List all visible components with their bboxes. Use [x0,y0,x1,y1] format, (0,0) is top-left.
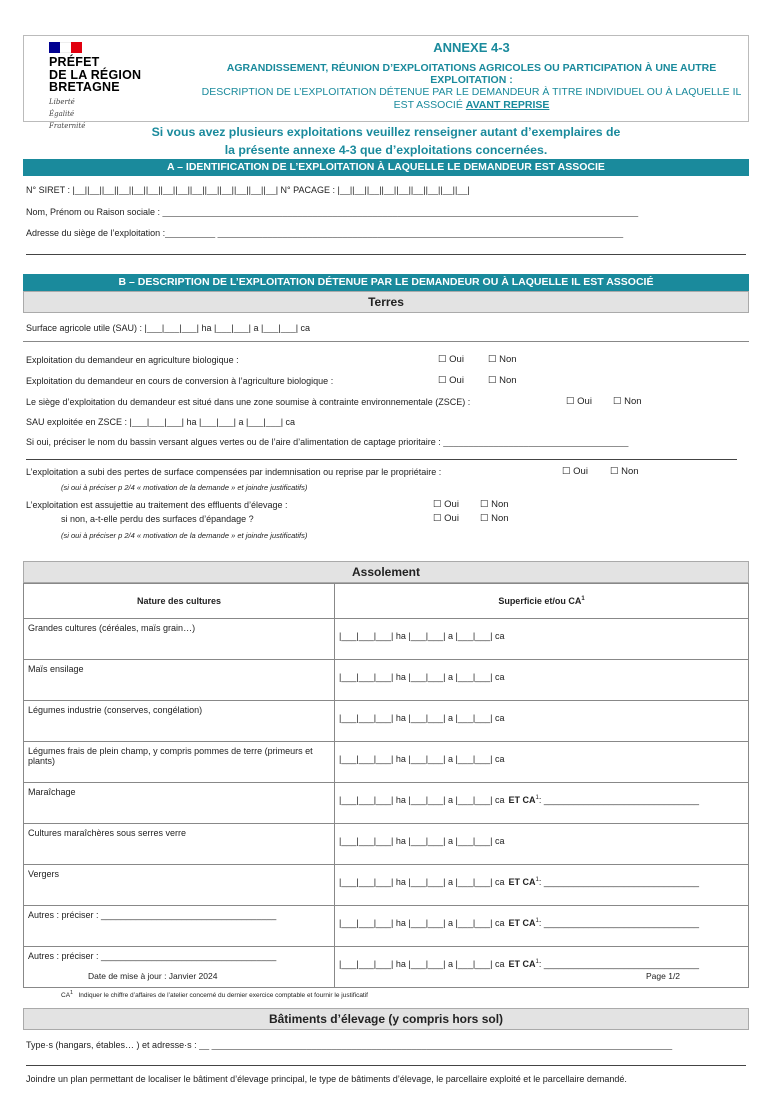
note-pertes: (si oui à préciser p 2/4 « motivation de la demande » et joindre justificatifs) [61,483,308,492]
ca-field[interactable]: : _______________________________ [538,959,700,969]
col-superficie: Superficie et/ou $CA^1$ [335,584,749,619]
assolement-table [23,583,749,988]
culture-label: Autres : préciser : ___________________________________ [24,947,335,988]
header [23,35,749,130]
motto-2: Égalité [49,109,75,118]
bio-oui-checkbox[interactable]: ☐ Oui [438,354,464,365]
assolement-row [24,701,749,742]
batiments-plan-text: Joindre un plan permettant de localiser le bâtiment d’élevage principal, le type de bâtiments d’élevage, le parcellaire exploité et le parcellaire demandé. [26,1074,627,1085]
ca-footnote: $CA^1$ Indiquer le chiffre d’affaires de l’atelier concerné du dernier exercice comptable et fournir le justificatif [61,990,368,1000]
epandage-label: si non, a-t-elle perdu des surfaces d’épandage ? [61,514,254,524]
superficie-field[interactable]: |___|___|___| ha |___|___| a |___|___| ca ET $CA^1$: _______________________________ [335,906,749,947]
logo-line-1: PRÉFET [49,55,100,69]
batiments-body [23,1030,749,1102]
batiments-line-2[interactable] [26,1065,746,1066]
annex-description: DESCRIPTION DE L’EXPLOITATION DÉTENUE PAR LE DEMANDEUR À TITRE INDIVIDUEL OU À LAQUELLE IL EST ASSOCIÉ AVANT REPRISE [201,86,742,111]
superficie-field[interactable]: |___|___|___| ha |___|___| a |___|___| ca [335,824,749,865]
terres-body [23,313,749,553]
zsce-label: Le siège d’exploitation du demandeur est situé dans une zone soumise à contrainte environnementale (ZSCE) : [26,397,471,407]
footer-date: Date de mise à jour : Janvier 2024 [88,971,218,981]
col-nature: Nature des cultures [24,584,335,619]
conversion-label: Exploitation du demandeur en cours de conversion à l’agriculture biologique : [26,376,334,386]
annex-subtitle: AGRANDISSEMENT, RÉUNION D’EXPLOITATIONS AGRICOLES OU PARTICIPATION À UNE AUTRE EXPLOITATION : [226,62,717,86]
zsce-oui-checkbox[interactable]: ☐ Oui [566,396,592,407]
assolement-row [24,947,749,988]
effluents-label: L’exploitation est assujettie au traitement des effluents d’élevage : [26,500,288,510]
annex-title: ANNEXE 4-3 [433,40,510,55]
bio-label: Exploitation du demandeur en agriculture biologique : [26,355,239,365]
footer-page: Page 1/2 [646,971,681,981]
culture-label: Grandes cultures (céréales, maïs grain…) [24,619,335,660]
pertes-label: L’exploitation a subi des pertes de surface compensées par indemnisation ou reprise par le propriétaire : [26,467,442,477]
siret-field[interactable]: N° SIRET : |__||__||__||__||__||__||__||__||__||__||__||__||__||__| N° PACAGE : |__||__||__||__||__||__||__||__||__| [26,185,470,195]
conversion-oui-checkbox[interactable]: ☐ Oui [438,375,464,386]
assolement-row [24,619,749,660]
ca-field[interactable]: : _______________________________ [538,918,700,928]
superficie-field[interactable]: |___|___|___| ha |___|___| a |___|___| ca [335,660,749,701]
assolement-row [24,660,749,701]
motto-1: Liberté [49,97,75,106]
et-ca-label: ET CA [508,918,536,928]
avant-reprise-emphasis: AVANT REPRISE [465,98,550,111]
zsce-non-checkbox[interactable]: ☐ Non [613,396,642,407]
culture-label: Autres : préciser : ___________________________________ [24,906,335,947]
culture-label: Cultures maraîchères sous serres verre [24,824,335,865]
culture-label: Légumes industrie (conserves, congélation) [24,701,335,742]
superficie-field[interactable]: |___|___|___| ha |___|___| a |___|___| ca [335,619,749,660]
batiments-types-field[interactable]: Type·s (hangars, étables… ) et adresse·s : __ ____________________________________________________________________________________________ [26,1040,673,1051]
bio-non-checkbox[interactable]: ☐ Non [488,354,517,365]
adresse-line-2[interactable] [26,254,746,255]
logo-line-2: DE LA RÉGION [49,67,142,82]
nom-field[interactable]: Nom, Prénom ou Raison sociale : _______________________________________________________________________________________________ [26,207,639,217]
intro-text: Si vous avez plusieurs exploitations veuillez renseigner autant d’exemplaires de la présente annexe 4-3 que d’exploitations concernées. [151,125,621,157]
adresse-field[interactable]: Adresse du siège de l’exploitation :__________ _________________________________________________________________________________ [26,228,624,238]
effluents-non-checkbox[interactable]: ☐ Non [480,499,509,510]
pertes-non-checkbox[interactable]: ☐ Non [610,466,639,477]
header-title-block [199,40,744,111]
et-ca-label: ET CA [508,959,536,969]
assolement-row [24,742,749,783]
section-a-body [23,176,749,274]
superficie-field[interactable]: |___|___|___| ha |___|___| a |___|___| ca ET $CA^1$: _______________________________ [335,947,749,988]
assolement-row [24,824,749,865]
assolement-row [24,906,749,947]
section-a-title: A – IDENTIFICATION DE L’EXPLOITATION À LAQUELLE LE DEMANDEUR EST ASSOCIE [23,159,749,176]
bassin-line-2[interactable] [26,459,737,460]
superficie-field[interactable]: |___|___|___| ha |___|___| a |___|___| ca ET $CA^1$: _______________________________ [335,865,749,906]
sau-zsce-field[interactable]: SAU exploitée en ZSCE : |___|___|___| ha |___|___| a |___|___| ca [26,417,296,427]
superficie-field[interactable]: |___|___|___| ha |___|___| a |___|___| ca [335,742,749,783]
batiments-title: Bâtiments d’élevage (y compris hors sol) [23,1008,749,1030]
ca-field[interactable]: : _______________________________ [538,877,700,887]
note-epandage: (si oui à préciser p 2/4 « motivation de la demande » et joindre justificatifs) [61,531,308,540]
et-ca-label: ET CA [508,877,536,887]
flag-icon [49,42,82,53]
form-page [23,35,749,1102]
culture-label: Légumes frais de plein champ, y compris pommes de terre (primeurs et plants) [24,742,335,783]
pertes-oui-checkbox[interactable]: ☐ Oui [562,466,588,477]
superficie-field[interactable]: |___|___|___| ha |___|___| a |___|___| ca [335,701,749,742]
assolement-row [24,783,749,824]
assolement-row [24,865,749,906]
ca-field[interactable]: : _______________________________ [538,795,700,805]
motto-3: Fraternité [49,121,86,130]
superficie-field[interactable]: |___|___|___| ha |___|___| a |___|___| ca ET $CA^1$: _______________________________ [335,783,749,824]
epandage-non-checkbox[interactable]: ☐ Non [480,513,509,524]
bassin-field[interactable]: Si oui, préciser le nom du bassin versant algues vertes ou de l’aire d’alimentation de captage prioritaire : _____________________________________ [26,437,629,447]
conversion-non-checkbox[interactable]: ☐ Non [488,375,517,386]
culture-label: Maraîchage [24,783,335,824]
culture-label: Vergers [24,865,335,906]
assolement-title: Assolement [23,561,749,583]
sau-field[interactable]: Surface agricole utile (SAU) : |___|___|___| ha |___|___| a |___|___| ca [26,323,311,333]
et-ca-label: ET CA [508,795,536,805]
effluents-oui-checkbox[interactable]: ☐ Oui [433,499,459,510]
section-b-title: B – DESCRIPTION DE L’EXPLOITATION DÉTENUE PAR LE DEMANDEUR OU À LAQUELLE IL EST ASSOCIÉ [23,274,749,291]
divider [23,341,749,342]
logo-line-3: BRETAGNE [49,80,120,94]
terres-title: Terres [23,291,749,313]
culture-label: Maïs ensilage [24,660,335,701]
prefecture-logo [49,42,159,130]
epandage-oui-checkbox[interactable]: ☐ Oui [433,513,459,524]
